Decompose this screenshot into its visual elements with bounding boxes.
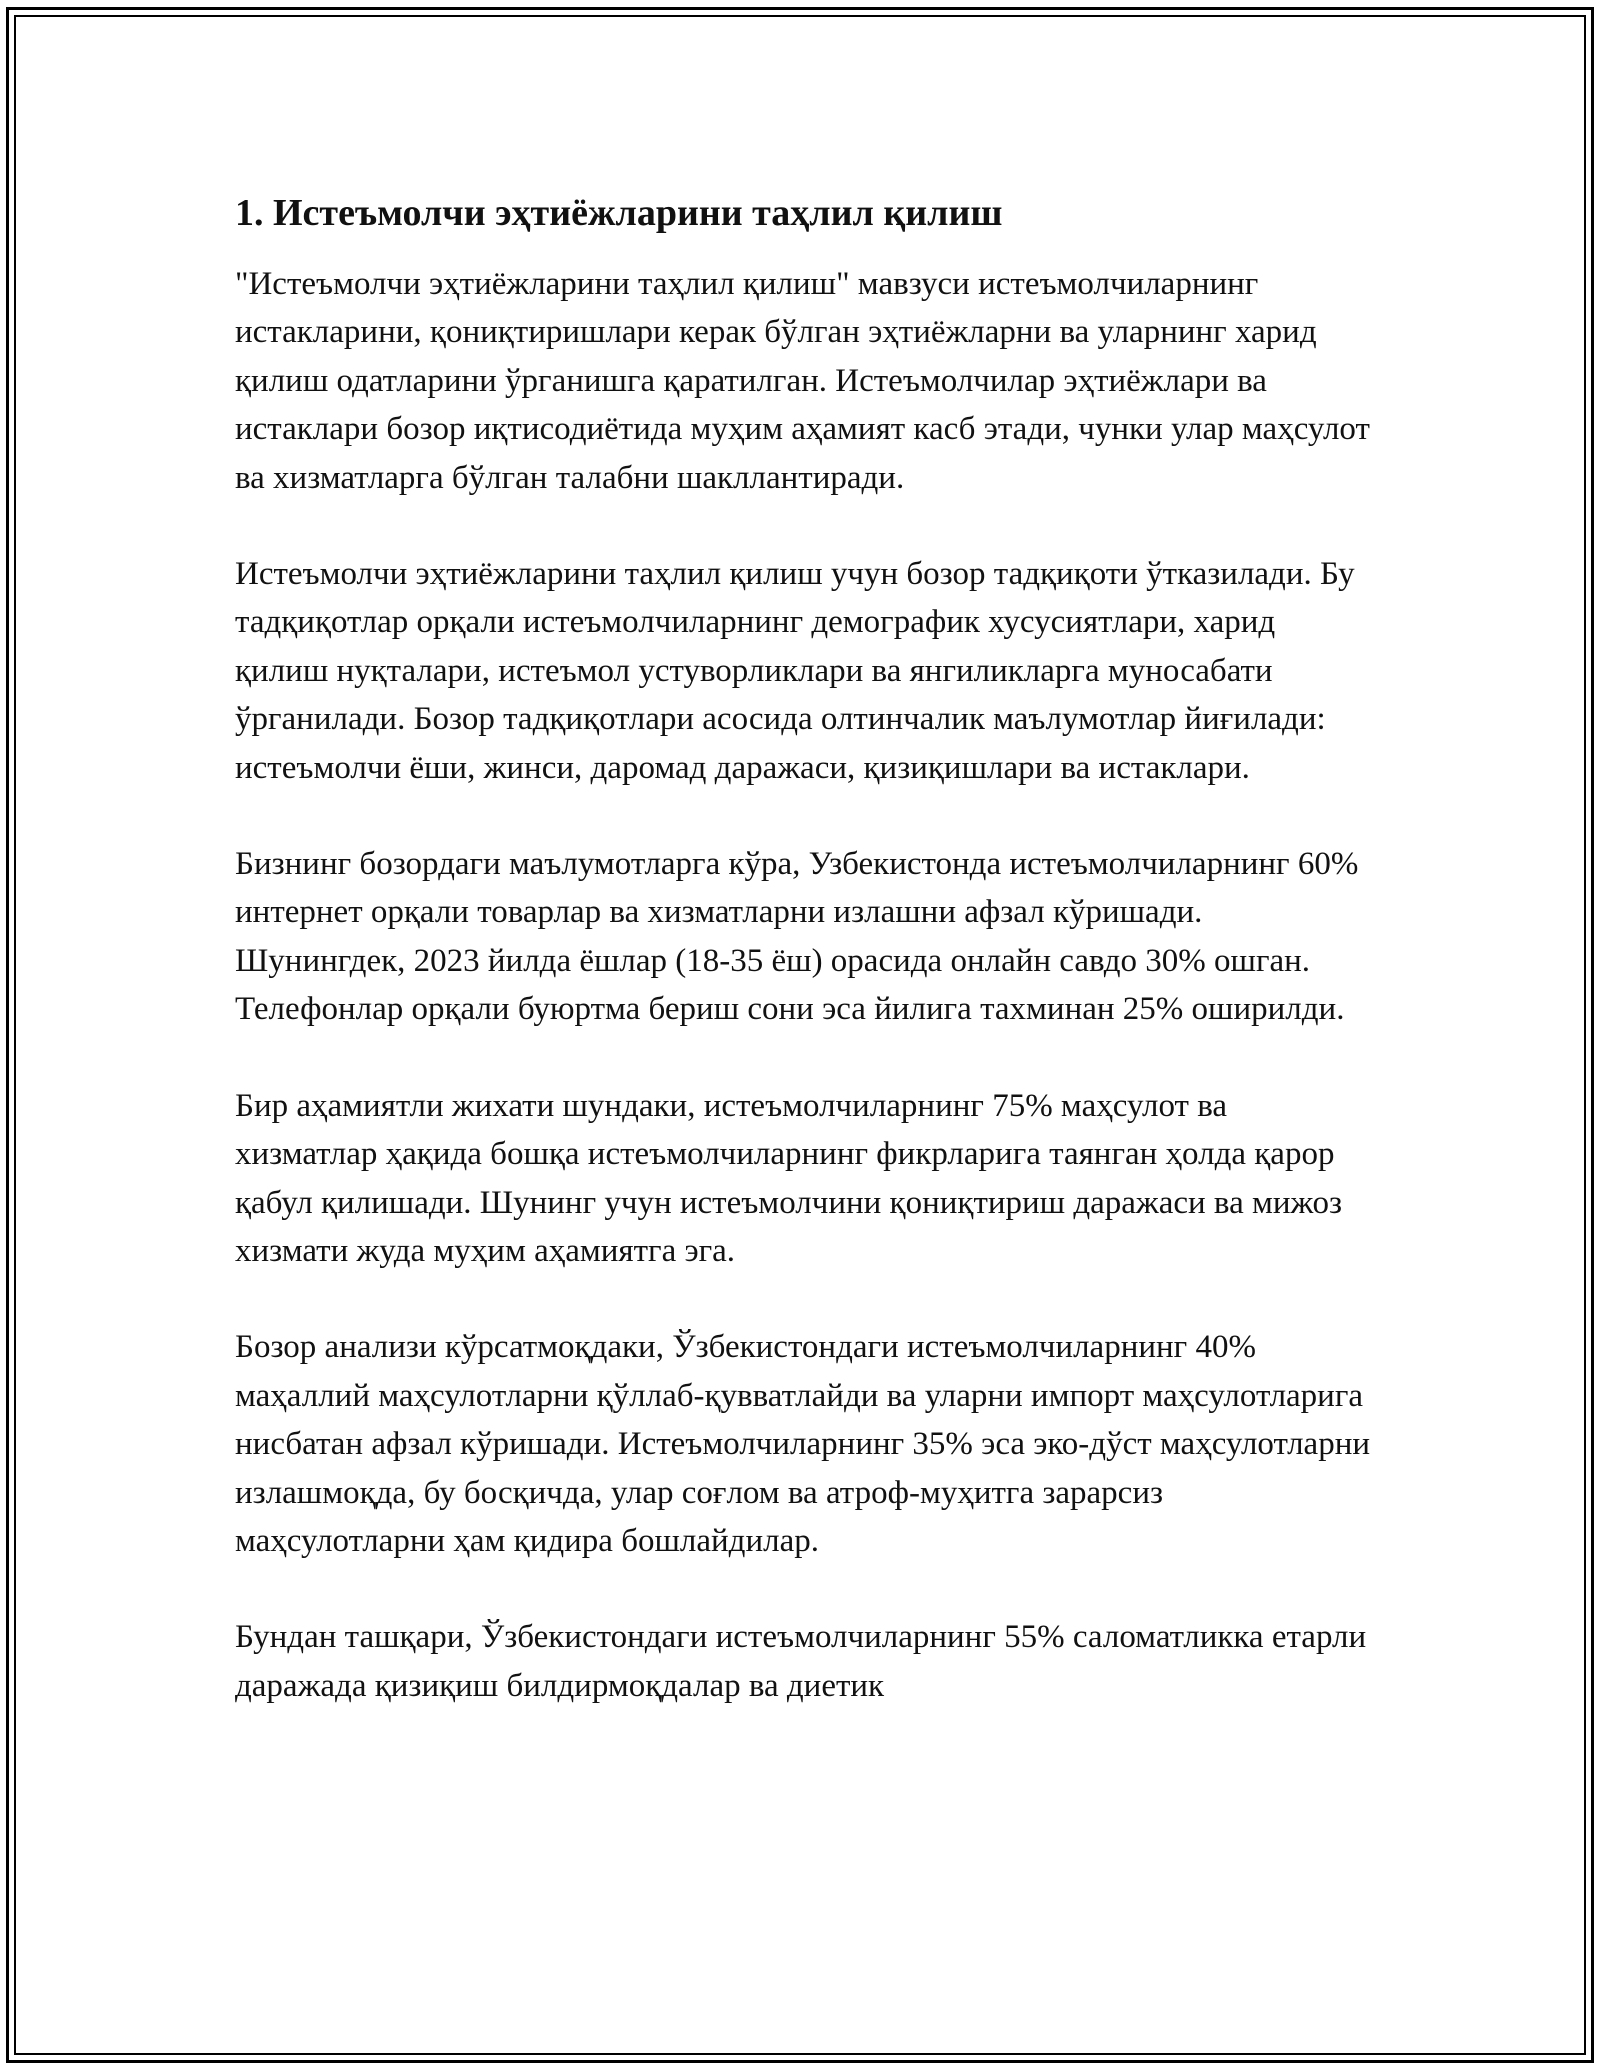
paragraph-5: Бозор анализи кўрсатмоқдаки, Ўзбекистондаги истеъмолчиларнинг 40% маҳаллий маҳсулотларни қўллаб-қувватлайди ва уларни импорт маҳсулотларига нисбатан афзал кўришади. Истеъмолчиларнинг 35% эса эко-дўст маҳсулотларни излашмоқда, бу босқичда, улар соғлом ва атроф-муҳитга зарарсиз маҳсулотларни ҳам қидира бошлайдилар. xyxy=(235,1329,1371,1559)
document-body xyxy=(235,188,1375,1758)
paragraph-4: Бир аҳамиятли жихати шундаки, истеъмолчиларнинг 75% маҳсулот ва хизматлар ҳақида бошқа истеъмолчиларнинг фикрларига таянган ҳолда қарор қабул қилишади. Шунинг учун истеъмолчини қониқтириш даражаси ва мижоз хизмати жуда муҳим аҳамиятга эга. xyxy=(235,1087,1343,1269)
paragraph-3: Бизнинг бозордаги маълумотларга кўра, Узбекистонда истеъмолчиларнинг 60% интернет орқали товарлар ва хизматларни излашни афзал кўришади. Шунингдек, 2023 йилда ёшлар (18-35 ёш) орасида онлайн савдо 30% ошган. Телефонлар орқали буюртма бериш сони эса йилига тахминан 25% оширилди. xyxy=(235,846,1359,1028)
paragraph-6: Бундан ташқари, Ўзбекистондаги истеъмолчиларнинг 55% саломатликка етарли даражада қизиқиш билдирмоқдалар ва диетик xyxy=(235,1619,1367,1704)
paragraph-1: "Истеъмолчи эҳтиёжларини таҳлил қилиш" мавзуси истеъмолчиларнинг истакларини, қониқтиришлари керак бўлган эҳтиёжларни ва уларнинг харид қилиш одатларини ўрганишга қаратилган. Истеъмолчилар эҳтиёжлари ва истаклари бозор иқтисодиётида муҳим аҳамият касб этади, чунки улар маҳсулот ва хизматларга бўлган талабни шакллантиради. xyxy=(235,266,1370,496)
paragraph-2: Истеъмолчи эҳтиёжларини таҳлил қилиш учун бозор тадқиқоти ўтказилади. Бу тадқиқотлар орқали истеъмолчиларнинг демографик хусусиятлари, харид қилиш нуқталари, истеъмол устуворликлари ва янгиликларга муносабати ўрганилади. Бозор тадқиқотлари асосида олтинчалик маълумотлар йиғилади: истеъмолчи ёши, жинси, даромад даражаси, қизиқишлари ва истаклари. xyxy=(235,556,1355,786)
section-heading: 1. Истеъмолчи эҳтиёжларини таҳлил қилиш xyxy=(235,192,1003,234)
